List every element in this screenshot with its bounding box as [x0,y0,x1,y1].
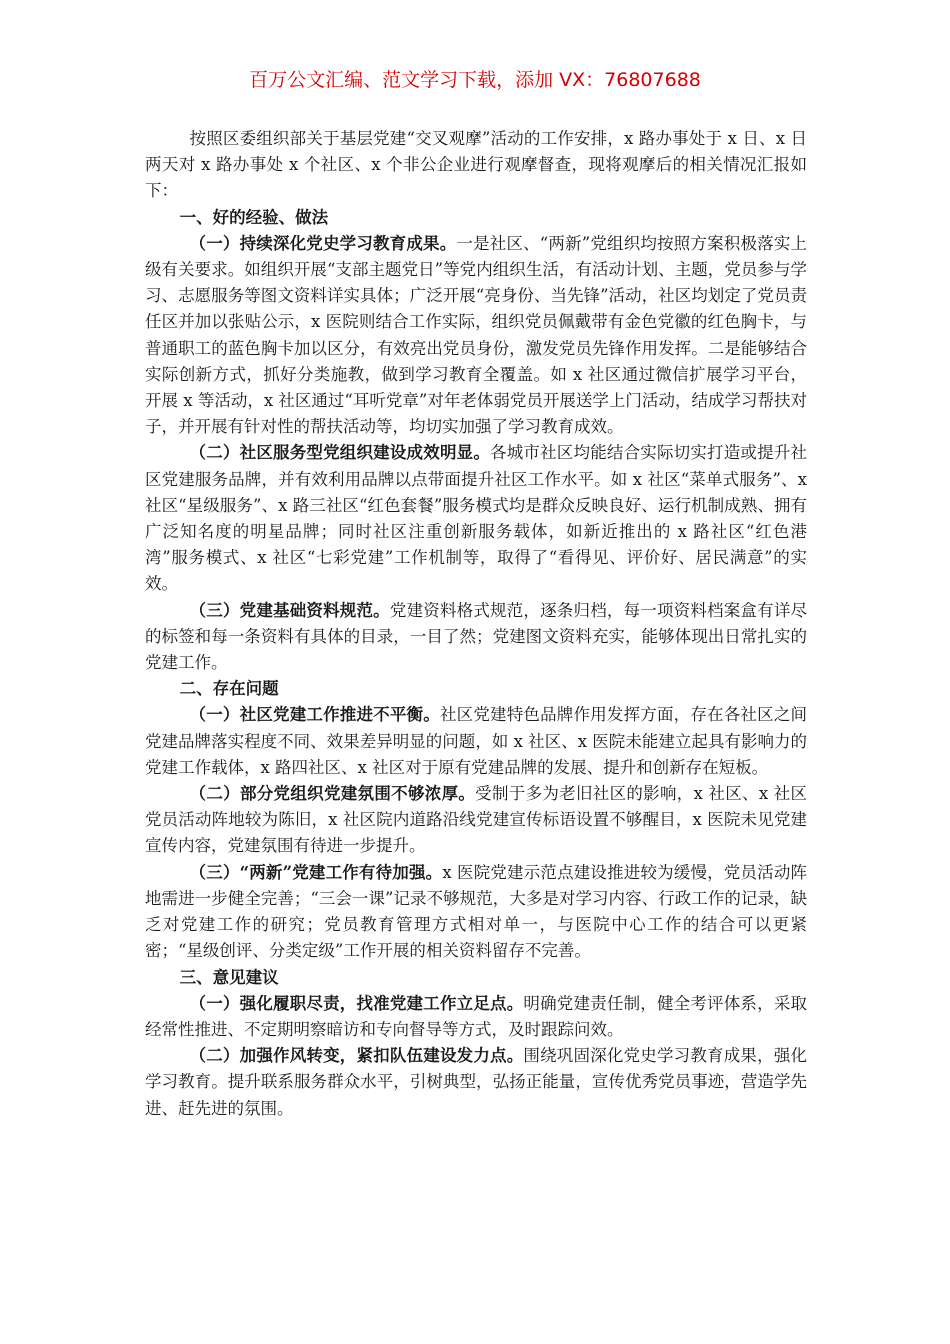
section-1-paragraph-3 [145,598,807,677]
paragraph-text: 党建资料格式规范，逐条归档，每一项资料档案盒有详尽的标签和每一条资料有具体的目录，一目了然；党建图文资料充实，能够体现出日常扎实的党建工作。 [145,600,808,673]
paragraph-text: 各城市社区均能结合实际切实打造或提升社区党建服务品牌，并有效利用品牌以点带面提升社区工作水平。如 x 社区“菜单式服务”、x 社区“星级服务”、x 路三社区“红色套餐”服务模式均是群众反映良好、运行机制成熟、拥有广泛知名度的明星品牌；同时社区注重创新服务载体，如新近推出的 x 路社区“红色港湾”服务模式、x 社区“七彩党建”工作机制等，取得了“看得见、评价好、居民满意”的实效。 [145,443,808,594]
paragraph-lead: （一）强化履职尽责，找准党建工作立足点。 [189,993,524,1013]
section-3-paragraph-2 [145,1043,807,1122]
section-2-paragraph-1 [145,702,807,781]
watermark-header: 百万公文汇编、范文学习下载，添加 VX：76807688 [249,69,701,91]
paragraph-text: 明确党建责任制，健全考评体系，采取经常性推进、不定期明察暗访和专向督导等方式，及时跟踪问效。 [145,993,808,1039]
section-3-heading: 三、意见建议 [179,967,279,987]
paragraph-text: 围绕巩固深化党史学习教育成果，强化学习教育。提升联系服务群众水平，引树典型，弘扬正能量，宣传优秀党员事迹，营造学先进、赶先进的氛围。 [145,1046,808,1118]
intro-paragraph: 按照区委组织部关于基层党建“交叉观摩”活动的工作安排，x 路办事处于 x 日、x 日两天对 x 路办事处 x 个社区、x 个非公企业进行观摩督查，现将观摩后的相关情况汇报如下： [145,129,807,201]
section-2-paragraph-2 [145,781,807,860]
paragraph-text: 社区党建特色品牌作用发挥方面，存在各社区之间党建品牌落实程度不同、效果差异明显的问题，如 x 社区、x 医院未能建立起具有影响力的党建工作载体，x 路四社区、x 社区对于原有党建品牌的发展、提升和创新存在短板。 [145,705,808,777]
section-2-heading: 二、存在问题 [179,679,279,699]
paragraph-lead: （一）持续深化党史学习教育成果。 [189,233,457,253]
paragraph-lead: （二）社区服务型党组织建设成效明显。 [189,443,491,463]
paragraph-text: x 医院党建示范点建设推进较为缓慢，党员活动阵地需进一步健全完善；“三会一课”记录不够规范，大多是对学习内容、行政工作的记录，缺乏对党建工作的研究；党员教育管理方式相对单一，与医院中心工作的结合可以更紧密；“星级创评、分类定级”工作开展的相关资料留存不完善。 [145,862,807,961]
paragraph-lead: （三）“两新”党建工作有待加强。 [189,862,443,882]
paragraph-lead: （二）加强作风转变，紧扣队伍建设发力点。 [189,1046,524,1066]
paragraph-lead: （三）党建基础资料规范。 [189,600,390,620]
document-body [145,126,807,1122]
paragraph-text: 一是社区、“两新”党组织均按照方案积极落实上级有关要求。如组织开展“支部主题党日”等党内组织生活，有活动计划、主题，党员参与学习、志愿服务等图文资料详实具体；广泛开展“亮身份、当先锋”活动，社区均划定了党员责任区并加以张贴公示，x 医院则结合工作实际，组织党员佩戴带有金色党徽的红色胸卡，与普通职工的蓝色胸卡加以区分，有效亮出党员身份，激发党员先锋作用发挥。二是能够结合实际创新方式，抓好分类施教，做到学习教育全覆盖。如 x 社区通过微信扩展学习平台，开展 x 等活动，x 社区通过“耳听党章”对年老体弱党员开展送学上门活动，结成学习帮扶对子，并开展有针对性的帮扶活动等，均切实加强了学习教育成效。 [145,233,808,437]
section-3-paragraph-1 [145,991,807,1043]
paragraph-text: 受制于多为老旧社区的影响，x 社区、x 社区党员活动阵地较为陈旧，x 社区院内道路沿线党建宣传标语设置不够醒目，x 医院未见党建宣传内容，党建氛围有待进一步提升。 [145,784,807,856]
section-1-paragraph-2 [145,440,807,597]
section-1-paragraph-1 [145,231,807,441]
paragraph-lead: （一）社区党建工作推进不平衡。 [189,705,440,725]
section-1-heading: 一、好的经验、做法 [179,207,329,227]
paragraph-lead: （二）部分党组织党建氛围不够浓厚。 [189,784,476,804]
section-2-paragraph-3 [145,860,807,965]
